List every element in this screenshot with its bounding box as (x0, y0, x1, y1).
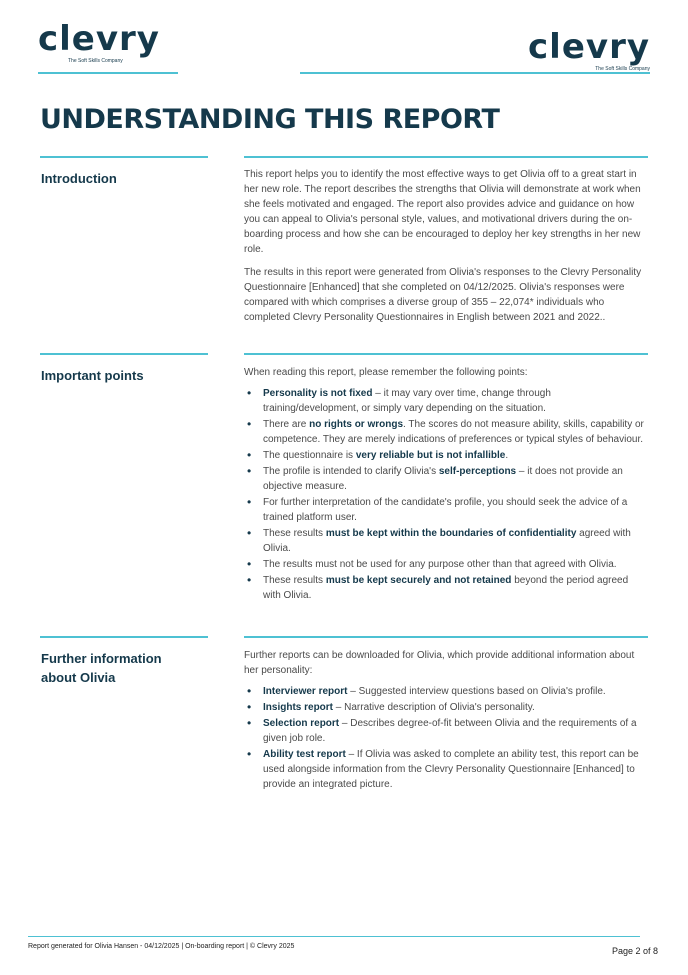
section-divider (40, 636, 208, 638)
clevry-logo (38, 19, 160, 64)
important-intro: When reading this report, please remember the following points: (244, 367, 528, 378)
section-heading-further-information: Further information about Olivia (41, 651, 162, 685)
further-intro: Further reports can be downloaded for Olivia, which provide additional information about her personality: (244, 650, 635, 676)
list-item: • Selection report – Describes degree-of-fit between Olivia and the requirements of a given job role. (244, 716, 648, 746)
clevry-logo-right (528, 27, 650, 72)
footer-report-info: Report generated for Olivia Hansen - 04/12/2025 | On-boarding report | © Clevry 2025 (28, 943, 295, 950)
section-divider (244, 156, 648, 158)
logo-wordmark-right: clevry (528, 27, 650, 67)
list-item: • Personality is not fixed – it may vary over time, change through training/development, or simply vary depending on the situation. (244, 386, 648, 416)
section-body-important-points (244, 365, 648, 604)
logo-tagline: The Soft Skills Company (68, 58, 123, 64)
list-item: • The results must not be used for any purpose other than that agreed with Olivia. (244, 557, 648, 572)
section-divider (244, 636, 648, 638)
list-item: • The profile is intended to clarify Olivia's self-perceptions – it does not provide an objective measure. (244, 464, 648, 494)
section-heading-introduction: Introduction (41, 171, 117, 186)
list-item: • Insights report – Narrative description of Olivia's personality. (244, 700, 648, 715)
list-item: • These results must be kept securely and not retained beyond the period agreed with Olivia. (244, 573, 648, 603)
section-divider (40, 353, 208, 355)
footer-divider (28, 936, 640, 937)
logo-tagline-right: The Soft Skills Company (595, 66, 650, 72)
intro-paragraph-2: The results in this report were generated from Olivia's responses to the Clevry Personality Questionnaire [Enhanced] that she completed on 04/12/2025. Olivia's responses were compared with which comprises a diverse group of 355 – 22,074* individuals who completed Clevry Personality Questionnaires in English between 2021 and 2022.. (244, 267, 642, 323)
header-divider-left (38, 72, 178, 74)
list-item: • There are no rights or wrongs. The scores do not measure ability, skills, capability or competence. They are merely indications of preferences or typical styles of behaviour. (244, 417, 648, 447)
header-divider-right (300, 72, 650, 74)
section-divider (244, 353, 648, 355)
logo-wordmark: clevry (38, 19, 160, 59)
list-item: • Interviewer report – Suggested interview questions based on Olivia's profile. (244, 684, 648, 699)
important-points-list (244, 386, 648, 603)
section-body-further-information (244, 648, 648, 793)
section-heading-important-points: Important points (41, 368, 144, 383)
further-reports-list (244, 684, 648, 792)
list-item: • The questionnaire is very reliable but is not infallible. (244, 448, 648, 463)
list-item: • These results must be kept within the boundaries of confidentiality agreed with Olivia. (244, 526, 648, 556)
intro-paragraph-1: This report helps you to identify the most effective ways to get Olivia off to a great start in her new role. The report describes the strengths that Olivia will demonstrate at work when she feels motivated and engaged. The report also provides advice and guidance on how you can appeal to Olivia's personal style, values, and motivational drivers during the on-boarding process and how she can be encouraged to deploy her key strengths in her new role. (244, 169, 641, 255)
page-title: UNDERSTANDING THIS REPORT (40, 104, 500, 135)
list-item: • For further interpretation of the candidate's profile, you should seek the advice of a trained platform user. (244, 495, 648, 525)
section-body-introduction (244, 167, 648, 333)
section-divider (40, 156, 208, 158)
page-number: Page 2 of 8 (612, 946, 659, 956)
list-item: • Ability test report – If Olivia was asked to complete an ability test, this report can be used alongside information from the Clevry Personality Questionnaire [Enhanced] to provide an integrated picture. (244, 747, 648, 792)
